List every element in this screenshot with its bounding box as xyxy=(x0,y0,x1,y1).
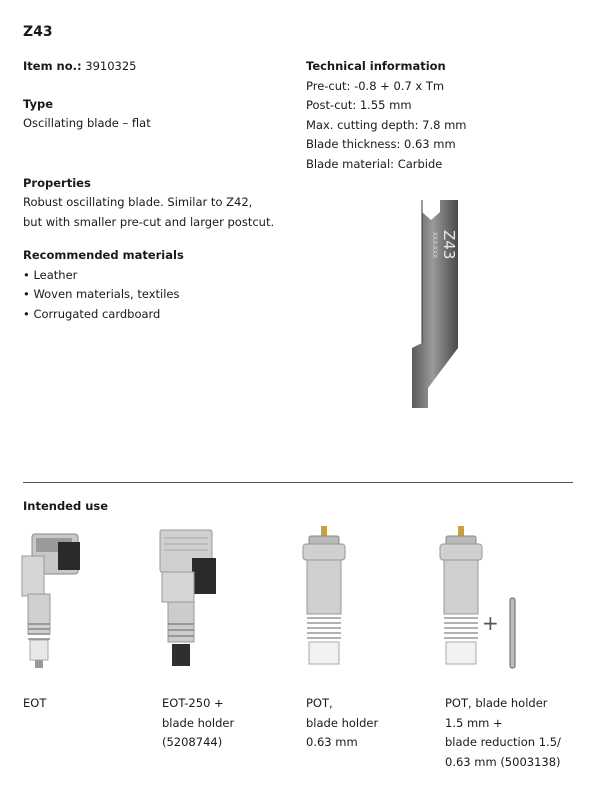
technical-line: Blade material: Carbide xyxy=(306,156,443,171)
material-item: • Woven materials, textiles xyxy=(23,285,303,305)
technical-line: Max. cutting depth: 7.8 mm xyxy=(306,117,467,132)
type-value: Oscillating blade – flat xyxy=(23,116,151,130)
page-title: Z43 xyxy=(23,24,53,40)
tool-caption-pot xyxy=(306,694,378,753)
tool-caption-eot250 xyxy=(162,694,234,753)
material-item: • Corrugated cardboard xyxy=(23,305,303,325)
plus-sign: + xyxy=(482,611,499,635)
technical-line: Blade thickness: 0.63 mm xyxy=(306,137,456,151)
item-number-value: 3910325 xyxy=(85,59,137,73)
type-heading: Type xyxy=(23,96,54,111)
caption-line: 0.63 mm (5003138) xyxy=(445,754,561,769)
pot-tool-image xyxy=(295,520,355,675)
properties-line: Robust oscillating blade. Similar to Z42, xyxy=(23,195,253,209)
item-number-label: Item no.: xyxy=(23,59,82,73)
technical-line: Post-cut: 1.55 mm xyxy=(306,98,412,112)
caption-line: (5208744) xyxy=(162,735,223,749)
caption-line: blade holder xyxy=(162,715,235,730)
item-number xyxy=(23,57,303,77)
properties-line: but with smaller pre-cut and larger postcut. xyxy=(23,214,275,229)
pot-reduction-tool-image xyxy=(438,520,528,675)
materials-heading: Recommended materials xyxy=(23,248,184,262)
materials-section xyxy=(23,246,303,324)
tool-caption-pot-reduction xyxy=(445,694,561,772)
section-divider xyxy=(23,482,573,483)
caption-line: POT, blade holder xyxy=(445,696,548,710)
caption-line: blade holder xyxy=(306,715,379,730)
caption-line: POT, xyxy=(306,696,333,710)
technical-heading: Technical information xyxy=(306,59,446,73)
technical-line: Pre-cut: -0.8 + 0.7 x Tm xyxy=(306,78,445,93)
blade-image xyxy=(400,198,470,413)
type-section xyxy=(23,95,303,134)
caption-line: 0.63 mm xyxy=(306,735,358,749)
technical-section xyxy=(306,57,586,174)
caption-line: 1.5 mm + xyxy=(445,715,503,730)
caption-line: EOT-250 + xyxy=(162,696,224,710)
blade-engraving: Z43 xyxy=(440,230,458,260)
caption-line: blade reduction 1.5/ xyxy=(445,735,561,749)
caption-line: EOT xyxy=(23,696,47,710)
properties-section xyxy=(23,174,303,233)
tool-caption-eot xyxy=(23,694,46,714)
properties-heading: Properties xyxy=(23,175,91,190)
material-item: • Leather xyxy=(23,266,303,286)
blade-code: XXX-XXX xyxy=(431,232,438,259)
left-column xyxy=(23,57,303,338)
eot250-tool-image xyxy=(150,520,230,675)
intended-use-heading: Intended use xyxy=(23,499,109,513)
eot-tool-image xyxy=(18,520,88,675)
